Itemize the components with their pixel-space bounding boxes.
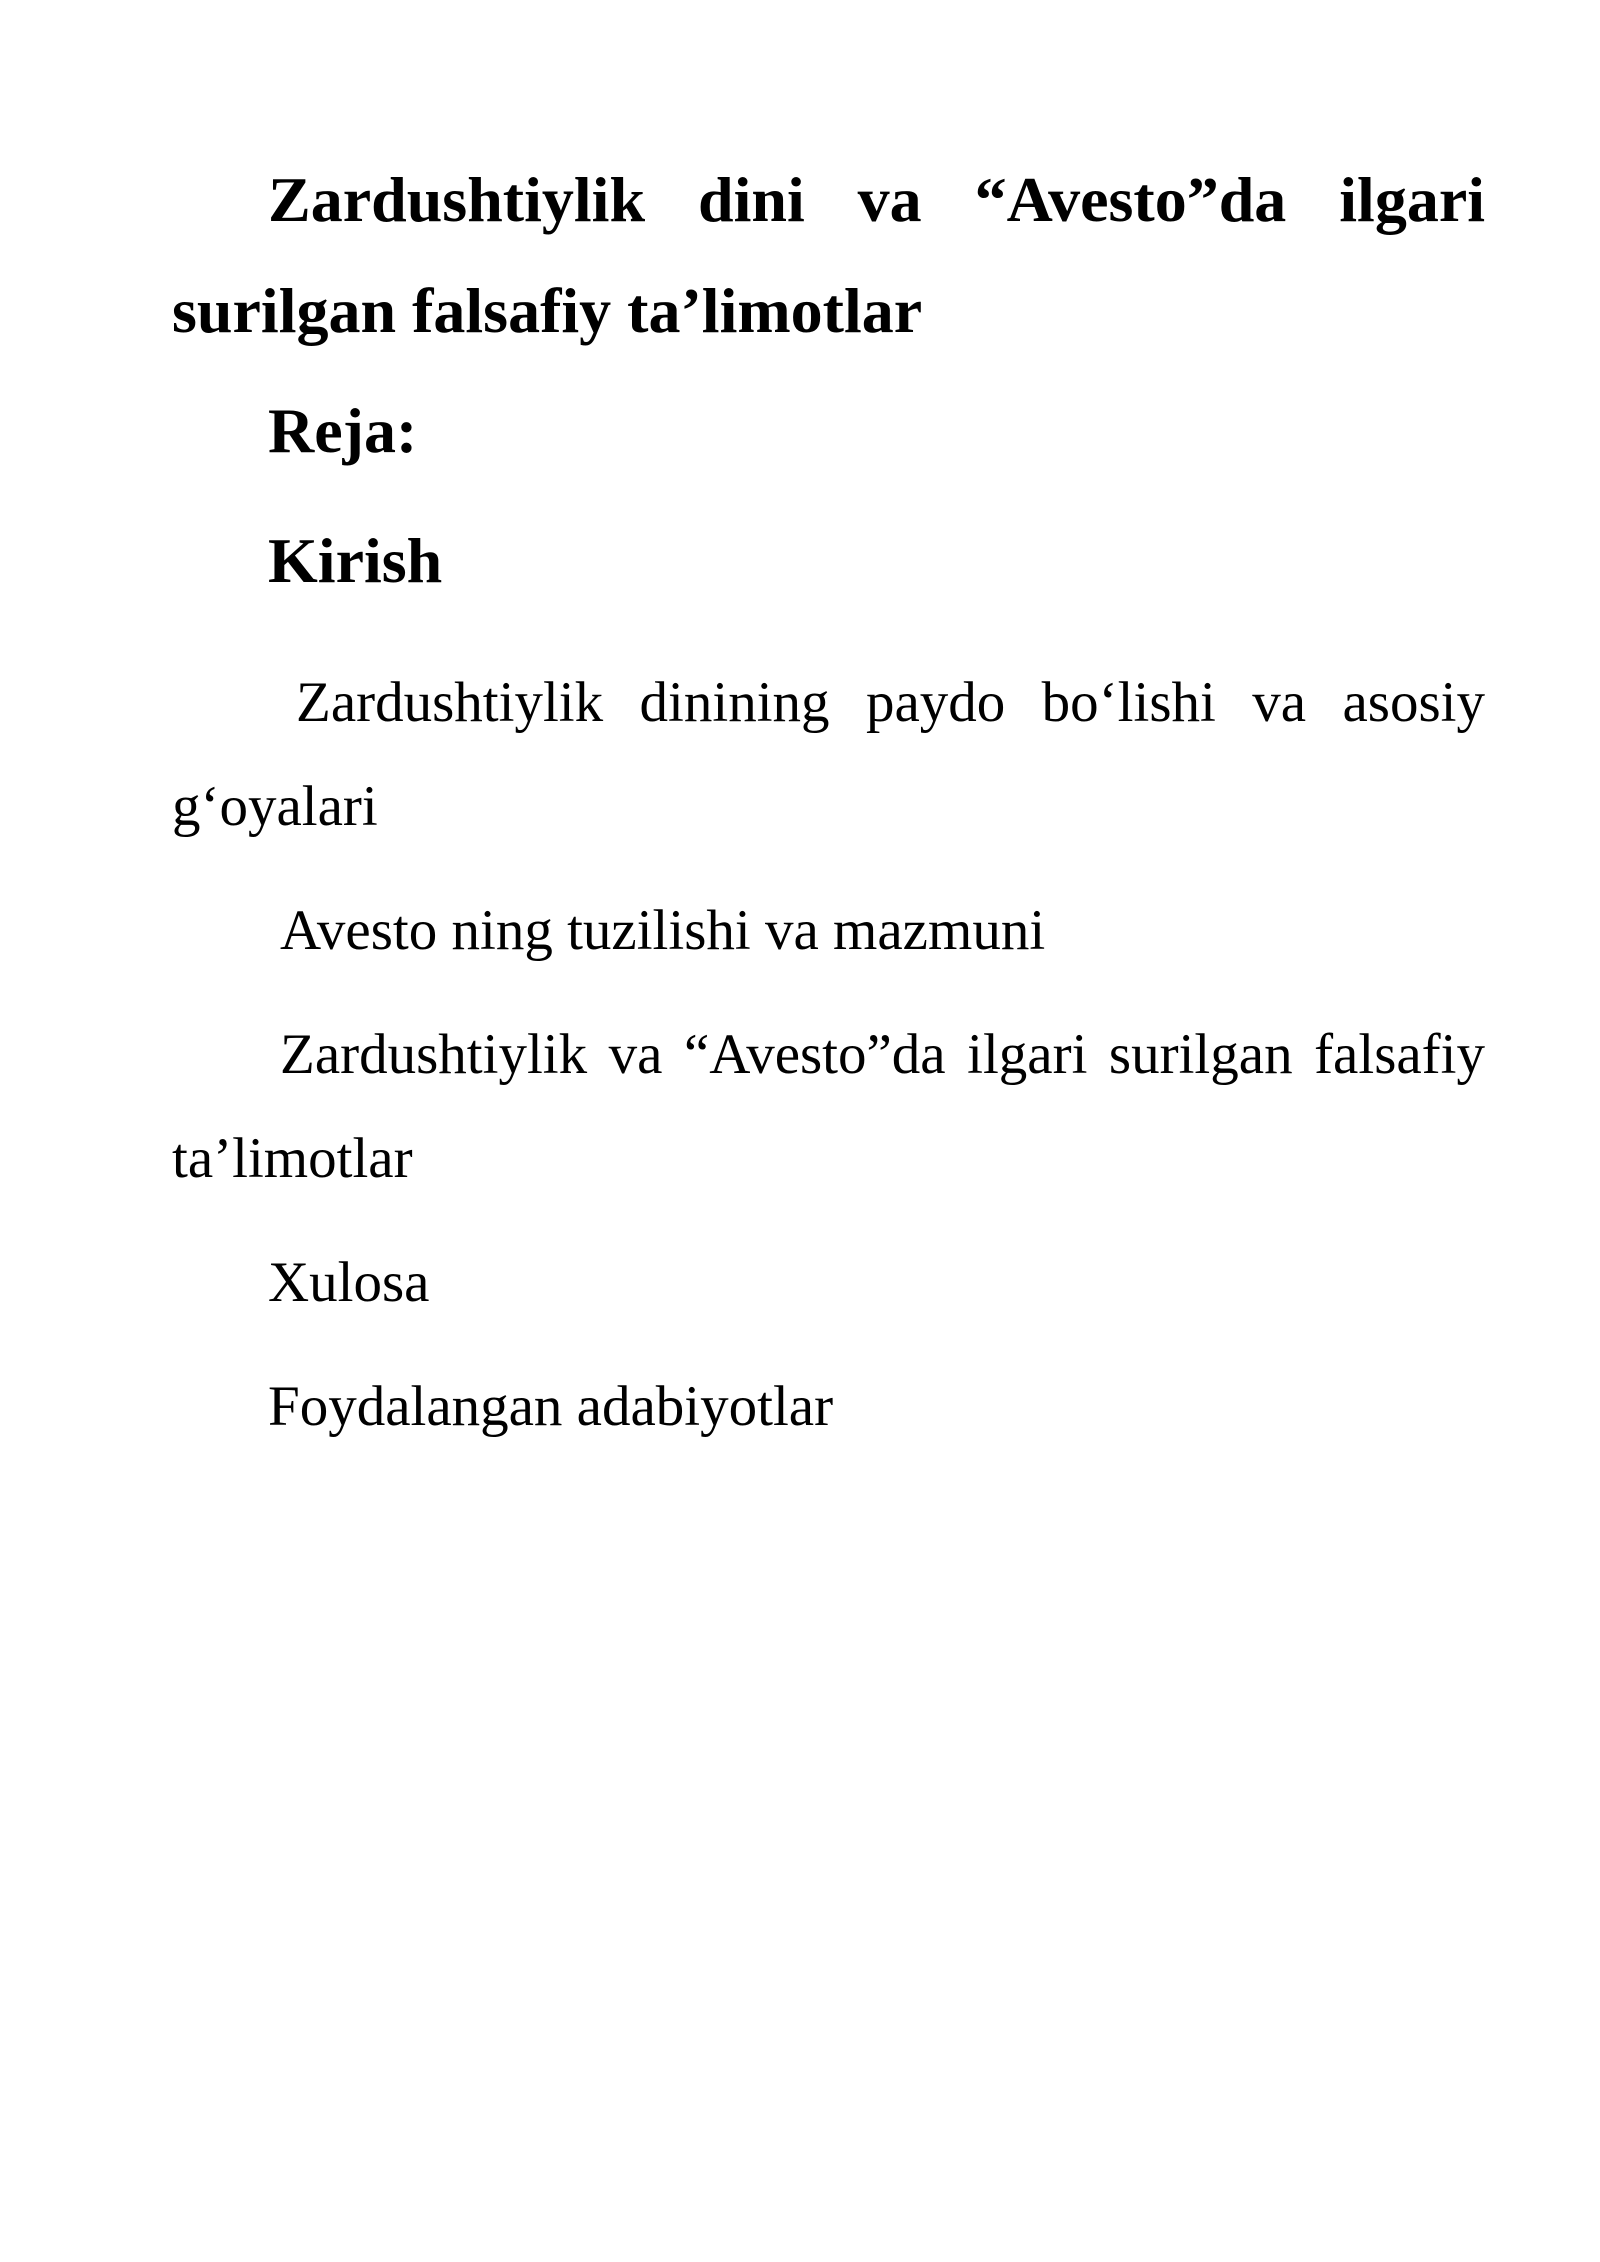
references-item: Foydalangan adabiyotlar	[268, 1375, 834, 1438]
plan-item: Zardushtiylik va “Avesto”da ilgari surilgan falsafiy ta’limotlar	[172, 1023, 1485, 1190]
plan-heading: Reja:	[268, 395, 418, 466]
document-body	[172, 144, 1485, 1459]
plan-item: Zardushtiylik dinining paydo bo‘lishi va asosiy g‘oyalari	[172, 671, 1485, 838]
intro-heading: Kirish	[268, 525, 443, 596]
plan-item: Avesto ning tuzilishi va mazmuni	[280, 899, 1046, 962]
document-title: Zardushtiylik dini va “Avesto”da ilgari surilgan falsafiy ta’limotlar	[172, 164, 1485, 346]
conclusion-item: Xulosa	[268, 1251, 430, 1314]
